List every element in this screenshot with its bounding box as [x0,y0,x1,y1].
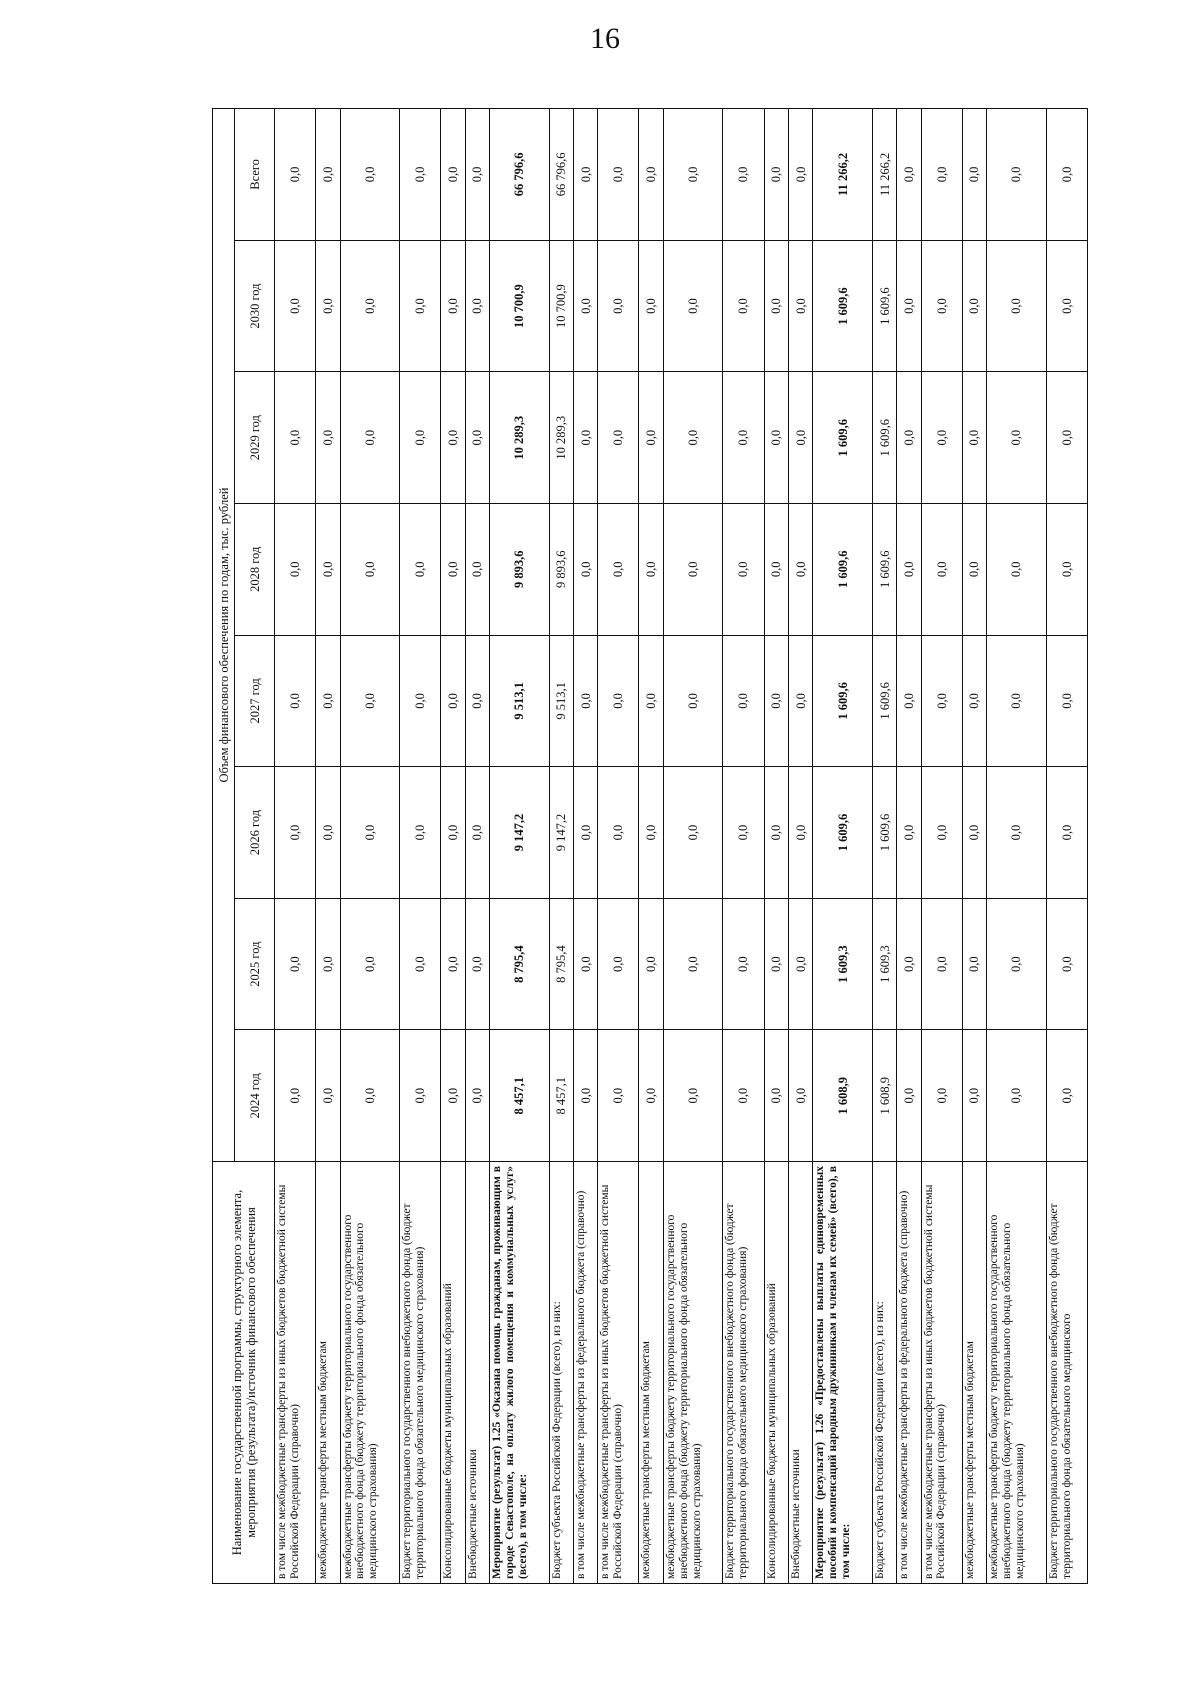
table-row [340,109,400,1584]
row-name-cell: Бюджет территориального государственного внебюджетного фонда (бюджет территориального фонда обязательного медицинского страхования) [400,1162,441,1584]
value-cell: 0,0 [639,635,663,767]
value-cell: 8 457,1 [489,1030,549,1162]
table-row-measure [813,109,873,1584]
value-cell: 0,0 [723,503,764,635]
value-cell: 0,0 [441,240,465,372]
value-cell: 0,0 [441,372,465,504]
value-cell: 0,0 [897,635,921,767]
row-name-cell: Мероприятие (результат) 1.25 «Оказана помощь гражданам, проживающим в городе Севастополе, на оплату жилого помещения и коммунальных услуг» (всего), в том числе: [489,1162,549,1584]
value-cell: 0,0 [764,1030,788,1162]
row-name-cell: в том числе межбюджетные трансферты из иных бюджетов бюджетной системы Российской Федерации (справочно) [275,1162,316,1584]
value-cell: 0,0 [465,635,489,767]
row-name-cell: Консолидированные бюджеты муниципальных образований [441,1162,465,1584]
value-cell: 1 608,9 [813,1030,873,1162]
value-cell: 0,0 [573,240,597,372]
value-cell: 0,0 [962,635,986,767]
value-cell: 0,0 [639,240,663,372]
value-cell: 0,0 [573,767,597,899]
value-cell: 0,0 [340,1030,400,1162]
value-cell: 8 795,4 [549,898,573,1030]
value-cell: 0,0 [987,635,1047,767]
table-row [598,109,639,1584]
value-cell: 0,0 [598,240,639,372]
row-name-cell: межбюджетные трансферты бюджету территориального государственного внебюджетного фонда (бюджету территориального фонда обязательного медицинского страхования) [340,1162,400,1584]
value-cell: 0,0 [788,898,812,1030]
value-cell: 0,0 [598,898,639,1030]
value-cell: 0,0 [275,898,316,1030]
row-name-cell: в том числе межбюджетные трансферты из иных бюджетов бюджетной системы Российской Федерации (справочно) [598,1162,639,1584]
value-cell: 0,0 [598,635,639,767]
value-cell: 0,0 [723,240,764,372]
value-cell: 0,0 [897,767,921,899]
value-cell: 0,0 [764,898,788,1030]
value-cell: 0,0 [663,372,723,504]
value-cell: 9 513,1 [489,635,549,767]
value-cell: 0,0 [465,372,489,504]
value-cell: 0,0 [723,767,764,899]
value-cell: 0,0 [788,109,812,241]
value-cell: 0,0 [663,1030,723,1162]
table-row [962,109,986,1584]
value-cell: 0,0 [275,372,316,504]
table-row [1046,109,1087,1584]
value-cell: 0,0 [921,503,962,635]
value-cell: 0,0 [340,109,400,241]
value-cell: 9 147,2 [489,767,549,899]
value-cell: 0,0 [663,109,723,241]
table-row [872,109,896,1584]
value-cell: 0,0 [897,372,921,504]
value-cell: 0,0 [639,503,663,635]
value-cell: 0,0 [275,109,316,241]
value-cell: 10 289,3 [489,372,549,504]
value-cell: 0,0 [316,767,340,899]
value-cell: 0,0 [764,240,788,372]
value-cell: 0,0 [987,240,1047,372]
value-cell: 0,0 [275,635,316,767]
value-cell: 0,0 [962,240,986,372]
value-cell: 0,0 [1046,1030,1087,1162]
year-column-header: 2028 год [235,503,275,635]
value-cell: 1 608,9 [872,1030,896,1162]
value-cell: 0,0 [316,503,340,635]
value-cell: 0,0 [921,372,962,504]
value-cell: 0,0 [788,503,812,635]
value-cell: 0,0 [598,109,639,241]
value-cell: 0,0 [465,109,489,241]
value-cell: 0,0 [400,240,441,372]
value-cell: 0,0 [897,240,921,372]
value-cell: 1 609,6 [872,372,896,504]
row-name-cell: в том числе межбюджетные трансферты из федерального бюджета (справочно) [897,1162,921,1584]
year-column-header: 2027 год [235,635,275,767]
value-cell: 0,0 [465,1030,489,1162]
value-cell: 0,0 [441,1030,465,1162]
value-cell: 1 609,6 [813,372,873,504]
value-cell: 0,0 [921,635,962,767]
row-name-cell: в том числе межбюджетные трансферты из иных бюджетов бюджетной системы Российской Федерации (справочно) [921,1162,962,1584]
value-cell: 1 609,6 [872,635,896,767]
table-row [573,109,597,1584]
value-cell: 0,0 [400,635,441,767]
year-column-header: 2025 год [235,898,275,1030]
value-cell: 0,0 [465,767,489,899]
value-cell: 0,0 [639,898,663,1030]
value-cell: 0,0 [921,1030,962,1162]
table-row [275,109,316,1584]
value-cell: 0,0 [465,898,489,1030]
value-cell: 0,0 [1046,109,1087,241]
value-cell: 0,0 [921,240,962,372]
table-header [213,109,275,1584]
value-cell: 0,0 [897,109,921,241]
table-row [788,109,812,1584]
name-column-header: Наименование государственной программы, структурного элемента, мероприятия (результата)/источник финансового обеспечения [213,1162,275,1584]
value-cell: 8 457,1 [549,1030,573,1162]
row-name-cell: Мероприятие (результат) 1.26 «Предоставлены выплаты единовременных пособий и компенсаций народным дружинникам и членам их семей» (всего), в том числе: [813,1162,873,1584]
value-cell: 0,0 [316,635,340,767]
value-cell: 1 609,6 [813,240,873,372]
value-cell: 66 796,6 [489,109,549,241]
value-cell: 9 893,6 [549,503,573,635]
value-cell: 0,0 [275,767,316,899]
year-column-header: 2024 год [235,1030,275,1162]
value-cell: 0,0 [598,503,639,635]
table-row [764,109,788,1584]
value-cell: 1 609,6 [872,240,896,372]
value-cell: 0,0 [441,767,465,899]
value-cell: 0,0 [340,898,400,1030]
value-cell: 0,0 [598,1030,639,1162]
table-row [316,109,340,1584]
rotated-table-container [212,108,1088,1584]
value-cell: 0,0 [788,1030,812,1162]
table-row-measure [489,109,549,1584]
value-cell: 0,0 [316,109,340,241]
table-row [549,109,573,1584]
value-cell: 0,0 [663,503,723,635]
value-cell: 0,0 [663,767,723,899]
value-cell: 0,0 [340,767,400,899]
value-cell: 0,0 [400,372,441,504]
value-cell: 0,0 [275,1030,316,1162]
value-cell: 0,0 [987,898,1047,1030]
row-name-cell: Бюджет территориального государственного внебюджетного фонда (бюджет территориального фонда обязательного медицинского страхования) [723,1162,764,1584]
value-cell: 1 609,6 [872,503,896,635]
value-cell: 1 609,3 [813,898,873,1030]
value-cell: 0,0 [639,767,663,899]
table-row [639,109,663,1584]
value-cell: 0,0 [316,372,340,504]
value-cell: 0,0 [788,240,812,372]
year-column-header: 2029 год [235,372,275,504]
value-cell: 9 893,6 [489,503,549,635]
value-cell: 0,0 [316,898,340,1030]
value-cell: 0,0 [962,503,986,635]
value-cell: 0,0 [897,898,921,1030]
value-cell: 0,0 [275,240,316,372]
row-name-cell: межбюджетные трансферты местным бюджетам [316,1162,340,1584]
value-cell: 0,0 [400,109,441,241]
value-cell: 11 266,2 [813,109,873,241]
table-row [921,109,962,1584]
row-name-cell: Внебюджетные источники [788,1162,812,1584]
row-name-cell: Бюджет субъекта Российской Федерации (всего), из них: [549,1162,573,1584]
value-cell: 0,0 [764,503,788,635]
value-cell: 10 700,9 [549,240,573,372]
value-cell: 0,0 [921,109,962,241]
value-cell: 1 609,6 [872,767,896,899]
rotated-table-area [212,108,1088,1584]
value-cell: 0,0 [573,898,597,1030]
value-cell: 0,0 [1046,503,1087,635]
value-cell: 0,0 [921,767,962,899]
value-cell: 0,0 [921,898,962,1030]
value-cell: 0,0 [441,635,465,767]
value-cell: 0,0 [400,898,441,1030]
value-cell: 0,0 [987,109,1047,241]
value-cell: 0,0 [573,109,597,241]
value-cell: 0,0 [764,109,788,241]
value-cell: 0,0 [639,109,663,241]
value-cell: 0,0 [400,767,441,899]
table-body [275,109,1088,1584]
value-cell: 0,0 [723,372,764,504]
value-cell: 0,0 [400,503,441,635]
value-cell: 10 700,9 [489,240,549,372]
row-name-cell: межбюджетные трансферты местным бюджетам [639,1162,663,1584]
value-cell: 9 147,2 [549,767,573,899]
value-cell: 0,0 [723,898,764,1030]
year-column-header: 2030 год [235,240,275,372]
value-cell: 0,0 [1046,767,1087,899]
row-name-cell: Внебюджетные источники [465,1162,489,1584]
value-cell: 0,0 [764,635,788,767]
table-row [465,109,489,1584]
row-name-cell: Бюджет территориального государственного внебюджетного фонда (бюджет территориального фонда обязательного медицинского [1046,1162,1087,1584]
value-cell: 0,0 [663,898,723,1030]
row-name-cell: межбюджетные трансферты бюджету территориального государственного внебюджетного фонда (бюджету территориального фонда обязательного медицинского страхования) [663,1162,723,1584]
value-cell: 0,0 [788,635,812,767]
table-row [441,109,465,1584]
value-cell: 0,0 [663,635,723,767]
value-cell: 9 513,1 [549,635,573,767]
value-cell: 66 796,6 [549,109,573,241]
table-row [897,109,921,1584]
row-name-cell: межбюджетные трансферты бюджету территориального государственного внебюджетного фонда (бюджету территориального фонда обязательного медицинского страхования) [987,1162,1047,1584]
year-column-header: Всего [235,109,275,241]
value-cell: 0,0 [788,372,812,504]
value-cell: 0,0 [1046,372,1087,504]
value-cell: 0,0 [639,372,663,504]
value-cell: 1 609,3 [872,898,896,1030]
table-row [400,109,441,1584]
value-cell: 0,0 [441,503,465,635]
value-cell: 0,0 [441,109,465,241]
value-cell: 0,0 [962,109,986,241]
table-row [663,109,723,1584]
value-cell: 0,0 [598,372,639,504]
value-cell: 0,0 [573,635,597,767]
value-cell: 0,0 [340,503,400,635]
value-cell: 0,0 [316,1030,340,1162]
value-cell: 0,0 [962,898,986,1030]
value-cell: 0,0 [987,503,1047,635]
year-column-header: 2026 год [235,767,275,899]
value-cell: 0,0 [441,898,465,1030]
value-cell: 0,0 [1046,240,1087,372]
value-cell: 0,0 [573,372,597,504]
value-cell: 0,0 [788,767,812,899]
value-cell: 0,0 [723,109,764,241]
table-row [723,109,764,1584]
value-cell: 0,0 [897,1030,921,1162]
value-cell: 0,0 [573,1030,597,1162]
value-cell: 0,0 [465,240,489,372]
value-cell: 0,0 [1046,635,1087,767]
value-cell: 0,0 [764,372,788,504]
value-cell: 1 609,6 [813,635,873,767]
table-row [987,109,1047,1584]
value-cell: 1 609,6 [813,503,873,635]
value-cell: 11 266,2 [872,109,896,241]
row-name-cell: Консолидированные бюджеты муниципальных образований [764,1162,788,1584]
value-cell: 0,0 [962,372,986,504]
value-cell: 0,0 [639,1030,663,1162]
value-cell: 0,0 [987,767,1047,899]
value-cell: 0,0 [316,240,340,372]
financing-table [212,108,1088,1584]
value-cell: 8 795,4 [489,898,549,1030]
value-cell: 0,0 [340,372,400,504]
value-cell: 0,0 [663,240,723,372]
value-cell: 0,0 [340,635,400,767]
row-name-cell: Бюджет субъекта Российской Федерации (всего), из них: [872,1162,896,1584]
value-cell: 0,0 [1046,898,1087,1030]
value-cell: 0,0 [598,767,639,899]
value-cell: 0,0 [723,635,764,767]
value-cell: 0,0 [340,240,400,372]
value-cell: 0,0 [275,503,316,635]
page-number: 16 [590,22,620,55]
value-cell: 0,0 [400,1030,441,1162]
value-cell: 0,0 [897,503,921,635]
value-cell: 0,0 [987,1030,1047,1162]
row-name-cell: межбюджетные трансферты местным бюджетам [962,1162,986,1584]
value-cell: 10 289,3 [549,372,573,504]
value-cell: 0,0 [764,767,788,899]
value-cell: 0,0 [723,1030,764,1162]
volume-caption: Объем финансового обеспечения по годам, тыс. рублей [213,109,235,1162]
value-cell: 0,0 [573,503,597,635]
value-cell: 0,0 [962,1030,986,1162]
value-cell: 0,0 [987,372,1047,504]
value-cell: 0,0 [962,767,986,899]
row-name-cell: в том числе межбюджетные трансферты из федерального бюджета (справочно) [573,1162,597,1584]
value-cell: 1 609,6 [813,767,873,899]
value-cell: 0,0 [465,503,489,635]
